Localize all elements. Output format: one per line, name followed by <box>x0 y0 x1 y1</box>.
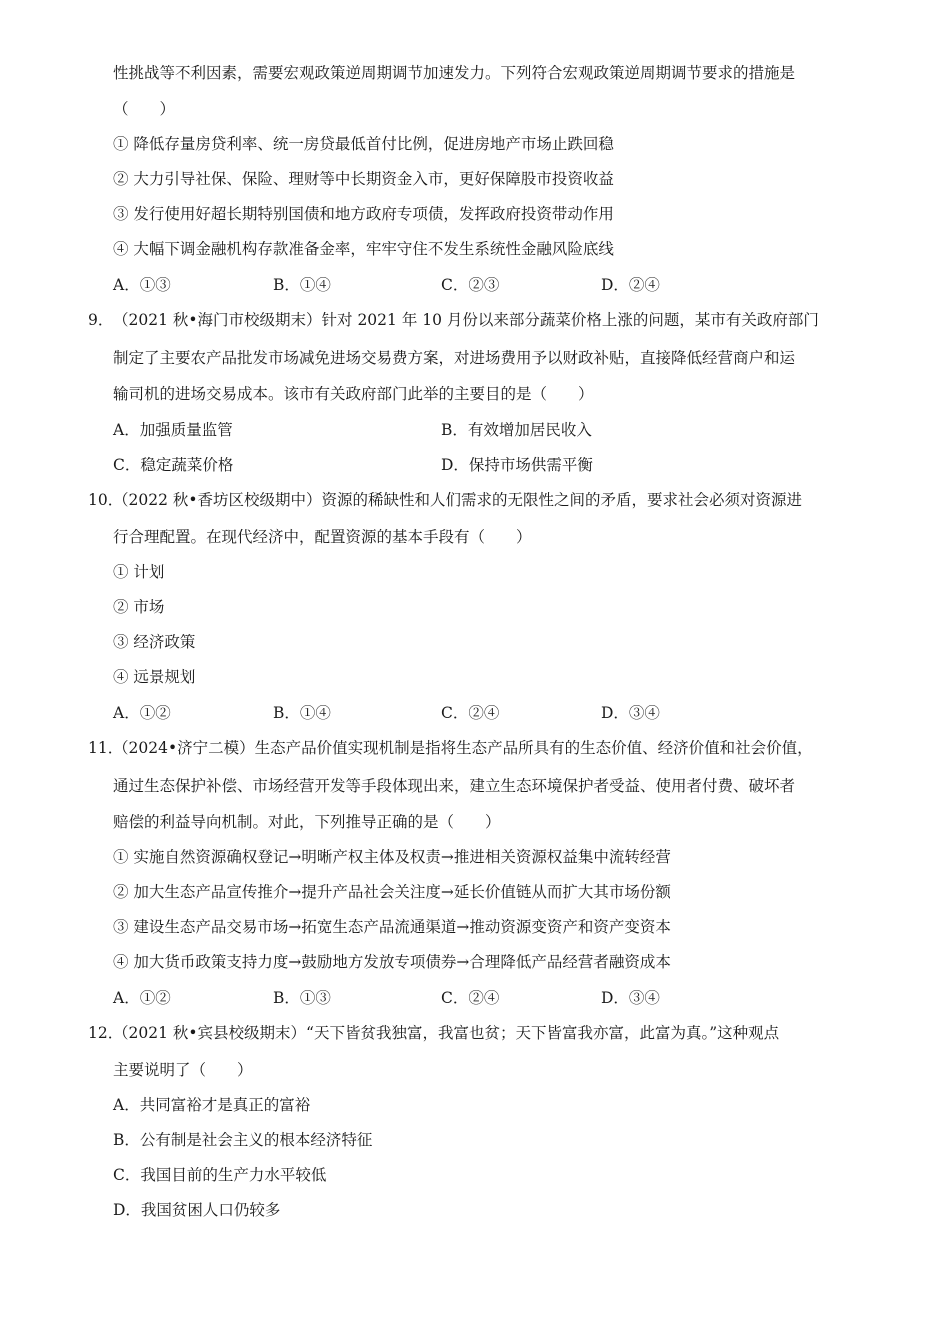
q9-stem-line-3: 输司机的进场交易成本。该市有关政府部门此举的主要目的是（ ） <box>113 385 594 403</box>
q10-number: 10． <box>88 491 124 509</box>
q11-item-2: ② 加大生态产品宣传推介→提升产品社会关注度→延长价值链从而扩大其市场份额 <box>113 883 671 901</box>
q12-option-b[interactable]: B．公有制是社会主义的根本经济特征 <box>113 1131 373 1149</box>
q11-stem-line-2: 通过生态保护补偿、市场经营开发等手段体现出来，建立生态环境保护者受益、使用者付费、破坏者 <box>113 777 796 795</box>
q10-item-3: ③ 经济政策 <box>113 633 196 651</box>
q11-stem-line-3: 赔偿的利益导向机制。对此，下列推导正确的是（ ） <box>113 813 501 831</box>
q9-stem-line-1: （2021 秋•海门市校级期末）针对 2021 年 10 月份以来部分蔬菜价格上涨的问题，某市有关政府部门 <box>113 311 819 329</box>
q12-stem-line-1: （2021 秋•宾县校级期末）“天下皆贫我独富，我富也贫；天下皆富我亦富，此富为真。”这种观点 <box>113 1024 780 1042</box>
q12-stem-line-2: 主要说明了（ ） <box>113 1061 253 1079</box>
q8-item-1: ① 降低存量房贷利率、统一房贷最低首付比例，促进房地产市场止跌回稳 <box>113 135 614 153</box>
q9-stem-line-2: 制定了主要农产品批发市场减免进场交易费方案，对进场费用予以财政补贴，直接降低经营商户和运 <box>113 349 796 367</box>
q9-option-b[interactable]: B．有效增加居民收入 <box>441 421 592 439</box>
q11-number: 11． <box>88 739 124 757</box>
q11-item-3: ③ 建设生态产品交易市场→拓宽生态产品流通渠道→推动资源变资产和资产变资本 <box>113 918 671 936</box>
q12-number: 12． <box>88 1024 124 1042</box>
q11-item-1: ① 实施自然资源确权登记→明晰产权主体及权责→推进相关资源权益集中流转经营 <box>113 848 671 866</box>
q10-option-a[interactable]: A．①② <box>113 704 171 722</box>
q10-item-2: ② 市场 <box>113 598 165 616</box>
q11-option-d[interactable]: D．③④ <box>601 989 660 1007</box>
q8-option-b[interactable]: B．①④ <box>273 276 331 294</box>
q8-item-2: ② 大力引导社保、保险、理财等中长期资金入市，更好保障股市投资收益 <box>113 170 614 188</box>
q12-option-c[interactable]: C．我国目前的生产力水平较低 <box>113 1166 327 1184</box>
q12-option-d[interactable]: D．我国贫困人口仍较多 <box>113 1201 281 1219</box>
q10-option-d[interactable]: D．③④ <box>601 704 660 722</box>
q8-option-c[interactable]: C．②③ <box>441 276 500 294</box>
q10-option-c[interactable]: C．②④ <box>441 704 500 722</box>
q8-option-a[interactable]: A．①③ <box>113 276 171 294</box>
q8-stem-line-2: （ ） <box>113 100 176 118</box>
q11-option-b[interactable]: B．①③ <box>273 989 331 1007</box>
q8-stem-line-1: 性挑战等不利因素，需要宏观政策逆周期调节加速发力。下列符合宏观政策逆周期调节要求的措施是 <box>113 64 796 82</box>
q8-option-d[interactable]: D．②④ <box>601 276 660 294</box>
q10-stem-line-2: 行合理配置。在现代经济中，配置资源的基本手段有（ ） <box>113 528 532 546</box>
q10-option-b[interactable]: B．①④ <box>273 704 331 722</box>
q11-option-c[interactable]: C．②④ <box>441 989 500 1007</box>
q10-stem-line-1: （2022 秋•香坊区校级期中）资源的稀缺性和人们需求的无限性之间的矛盾，要求社会必须对资源进 <box>113 491 803 509</box>
q10-item-4: ④ 远景规划 <box>113 668 196 686</box>
q9-option-d[interactable]: D．保持市场供需平衡 <box>441 456 593 474</box>
q10-item-1: ① 计划 <box>113 563 165 581</box>
q8-item-3: ③ 发行使用好超长期特别国债和地方政府专项债，发挥政府投资带动作用 <box>113 205 614 223</box>
q12-option-a[interactable]: A．共同富裕才是真正的富裕 <box>113 1096 311 1114</box>
q9-option-c[interactable]: C．稳定蔬菜价格 <box>113 456 234 474</box>
q9-option-a[interactable]: A．加强质量监管 <box>113 421 233 439</box>
q11-item-4: ④ 加大货币政策支持力度→鼓励地方发放专项债券→合理降低产品经营者融资成本 <box>113 953 671 971</box>
q11-option-a[interactable]: A．①② <box>113 989 171 1007</box>
q11-stem-line-1: （2024•济宁二模）生态产品价值实现机制是指将生态产品所具有的生态价值、经济价值和社会价值， <box>113 739 813 757</box>
q9-number: 9． <box>88 311 114 329</box>
q8-item-4: ④ 大幅下调金融机构存款准备金率，牢牢守住不发生系统性金融风险底线 <box>113 240 614 258</box>
